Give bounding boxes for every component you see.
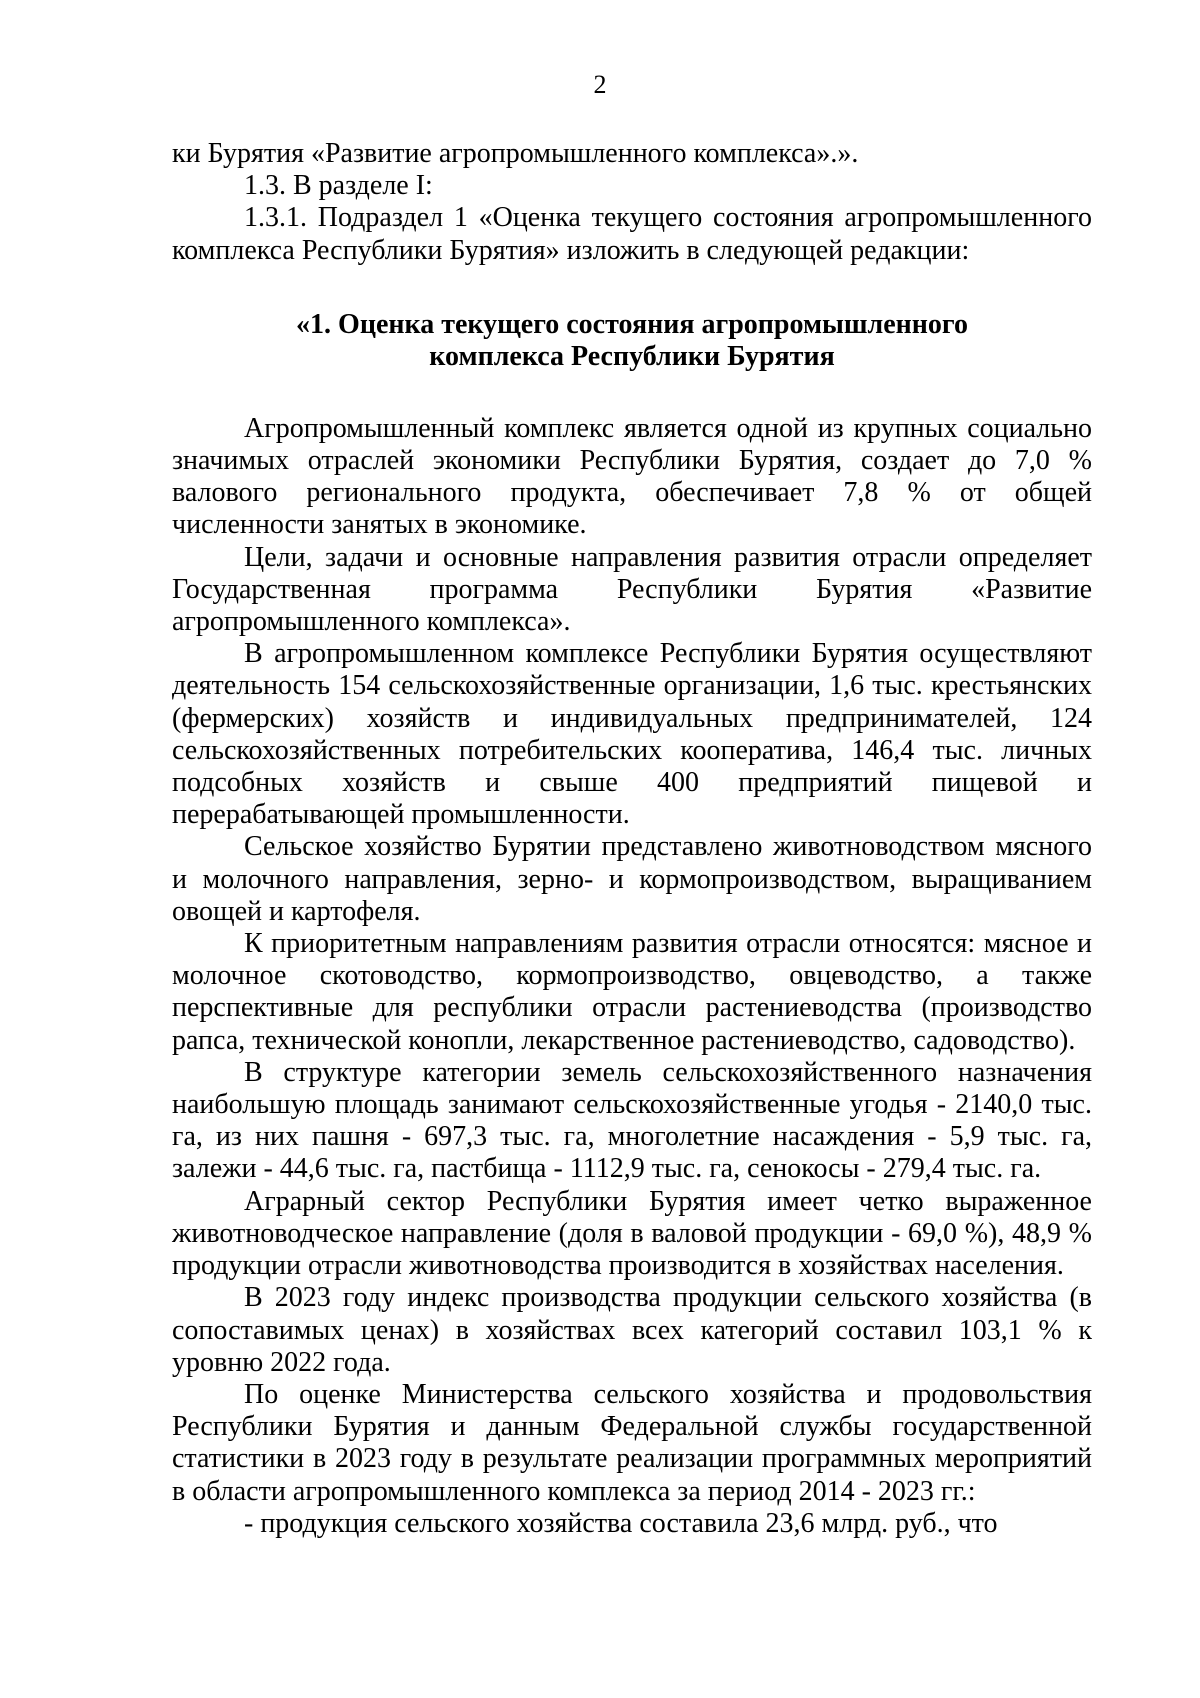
paragraph-enterprises: В агропромышленном комплексе Республики Бурятия осуществляют деятельность 154 сельскохозяйственные организации, 1,6 тыс. крестьянских (фермерских) хозяйств и индивидуальных предпринимателей, 124 сельскохозяйственных потребительских кооператива, 146,4 тыс. личных подсобных хозяйств и свыше 400 предприятий пищевой и перерабатывающей промышленности. <box>172 638 1092 831</box>
intro-continuation: ки Бурятия «Развитие агропромышленного комплекса».». <box>172 138 859 169</box>
section-heading-line-1: «1. Оценка текущего состояния агропромышленного <box>296 308 968 340</box>
intro-section-ref: 1.3. В разделе I: <box>244 170 433 202</box>
paragraph-ministry-assessment: По оценке Министерства сельского хозяйства и продовольствия Республики Бурятия и данным Федеральной службы государственной статистики в 2023 году в результате реализации программных мероприятий в области агропромышленного комплекса за период 2014 - 2023 гг.: <box>172 1378 1092 1507</box>
paragraph-apk-overview: Агропромышленный комплекс является одной из крупных социально значимых отраслей экономики Республики Бурятия, создает до 7,0 % валового регионального продукта, обеспечивает 7,8 % от общей численности занятых в экономике. <box>172 412 1092 541</box>
paragraph-agriculture-structure: Сельское хозяйство Бурятии представлено животноводством мясного и молочного направления, зерно- и кормопроизводством, выращиванием овощей и картофеля. <box>172 831 1092 927</box>
paragraph-output-volume: - продукция сельского хозяйства составила 23,6 млрд. руб., что <box>244 1507 998 1539</box>
paragraph-priorities: К приоритетным направлениям развития отрасли относятся: мясное и молочное скотоводство, кормопроизводство, овцеводство, а также перспективные для республики отрасли растениеводства (производство рапса, технической конопли, лекарственное растениеводство, садоводство). <box>172 928 1092 1056</box>
section-heading-line-2: комплекса Республики Бурятия <box>429 340 835 372</box>
paragraph-goals: Цели, задачи и основные направления развития отрасли определяет Государственная программа Республики Бурятия «Развитие агропромышленного комплекса». <box>172 541 1092 638</box>
paragraph-production-index: В 2023 году индекс производства продукции сельского хозяйства (в сопоставимых ценах) в хозяйствах всех категорий составил 103,1 % к уровню 2022 года. <box>172 1282 1092 1378</box>
intro-subsection-ref: 1.3.1. Подраздел 1 «Оценка текущего состояния агропромышленного комплекса Республики Бурятия» изложить в следующей редакции: <box>172 202 1092 266</box>
document-body <box>172 138 1092 1540</box>
paragraph-livestock-share: Аграрный сектор Республики Бурятия имеет четко выраженное животноводческое направление (доля в валовой продукции - 69,0 %), 48,9 % продукции отрасли животноводства производится в хозяйствах населения. <box>172 1185 1092 1282</box>
section-heading <box>172 309 1092 373</box>
page-number: 2 <box>593 70 607 99</box>
paragraph-land-categories: В структуре категории земель сельскохозяйственного назначения наибольшую площадь занимают сельскохозяйственные угодья - 2140,0 тыс. га, из них пашня - 697,3 тыс. га, многолетние насаждения - 5,9 тыс. га, залежи - 44,6 тыс. га, пастбища - 1112,9 тыс. га, сенокосы - 279,4 тыс. га. <box>172 1056 1092 1185</box>
